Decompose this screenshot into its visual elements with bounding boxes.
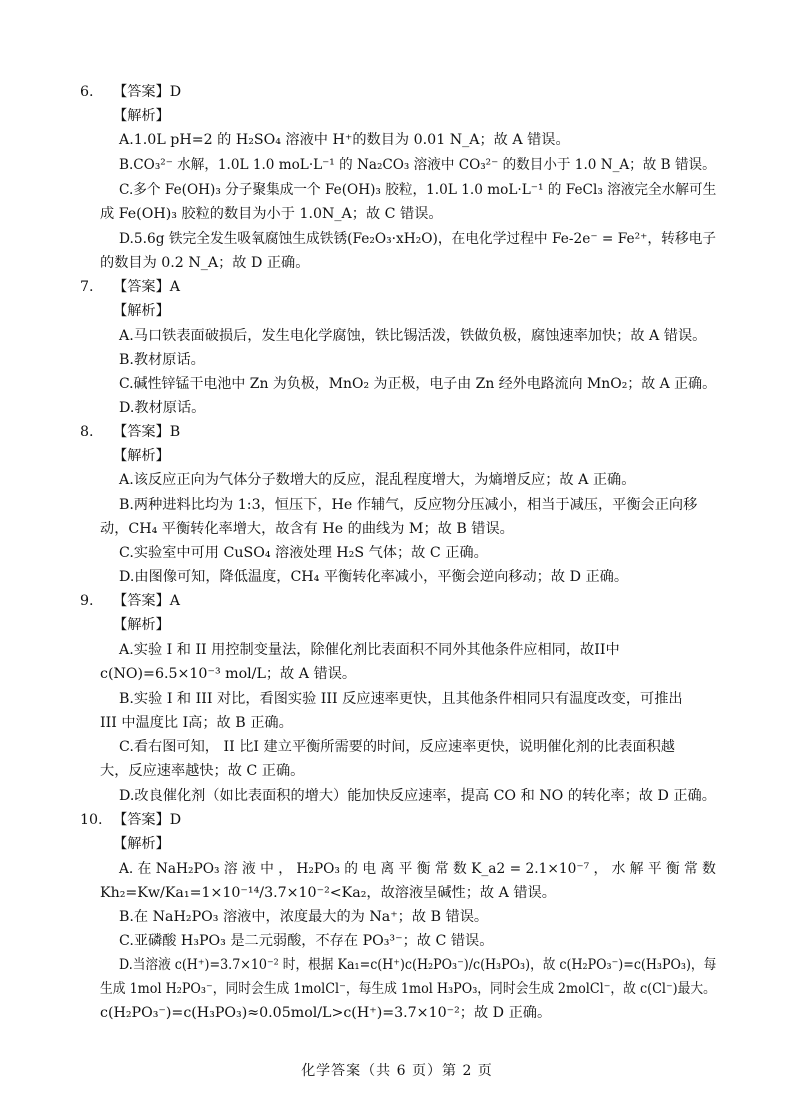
q10-option-a-cont: Kh₂=Kw/Ka₁=1×10⁻¹⁴/3.7×10⁻²<Ka₂，故溶液呈碱性；故 A 错误。 (100, 885, 556, 901)
question-number: 7. (80, 279, 94, 295)
q6-option-c: C.多个 Fe(OH)₃ 分子聚集成一个 Fe(OH)₃ 胶粒，1.0L 1.0 moL·L⁻¹ 的 FeCl₃ 溶液完全水解可生 (119, 182, 717, 198)
analysis-label: 【解析】 (113, 108, 170, 124)
q7-option-a: A.马口铁表面破损后，发生电化学腐蚀，铁比锡活泼，铁做负极，腐蚀速率加快；故 A 错误。 (119, 328, 707, 344)
question-number: 10. (80, 812, 103, 828)
answer-label: 【答案】D (113, 84, 182, 100)
q10-option-b: B.在 NaH₂PO₃ 溶液中，浓度最大的为 Na⁺；故 B 错误。 (119, 909, 489, 925)
q7-option-b: B.教材原话。 (119, 352, 205, 368)
answer-label: 【答案】A (113, 279, 180, 295)
page-footer: 化学答案（共 6 页）第 2 页 (301, 1063, 493, 1079)
question-number: 8. (80, 424, 94, 440)
q9-option-c: C.看右图可知， II 比I 建立平衡所需要的时间，反应速率更快，说明催化剂的比表面积越 (119, 739, 675, 755)
q10-option-d-cont: 生成 1mol H₂PO₃⁻，同时会生成 1molCl⁻，每生成 1mol H₃PO₃，同时会生成 2molCl⁻，故 c(Cl⁻)最大。 (100, 981, 716, 997)
q8-option-a: A.该反应正向为气体分子数增大的反应，混乱程度增大，为熵增反应；故 A 正确。 (119, 472, 636, 488)
q9-option-a-cont: c(NO)=6.5×10⁻³ mol/L；故 A 错误。 (100, 666, 357, 682)
q6-option-c-cont: 成 Fe(OH)₃ 胶粒的数目为小于 1.0N_A；故 C 错误。 (100, 206, 443, 222)
analysis-label: 【解析】 (113, 836, 170, 852)
q8-option-d: D.由图像可知，降低温度，CH₄ 平衡转化率减小，平衡会逆向移动；故 D 正确。 (119, 569, 629, 585)
analysis-label: 【解析】 (113, 448, 170, 464)
q10-option-c: C.亚磷酸 H₃PO₃ 是二元弱酸，不存在 PO₃³⁻；故 C 错误。 (119, 933, 494, 949)
analysis-label: 【解析】 (113, 303, 170, 319)
question-number: 9. (80, 593, 94, 609)
q9-option-c-cont: 大，反应速率越快；故 C 正确。 (100, 763, 305, 779)
q6-option-d-cont: 的数目为 0.2 N_A；故 D 正确。 (100, 255, 310, 271)
analysis-label: 【解析】 (113, 617, 170, 633)
q8-option-c: C.实验室中可用 CuSO₄ 溶液处理 H₂S 气体；故 C 正确。 (119, 545, 488, 561)
q6-option-a: A.1.0L pH=2 的 H₂SO₄ 溶液中 H⁺的数目为 0.01 N_A；故 A 错误。 (119, 132, 570, 148)
q9-option-b: B.实验 I 和 III 对比，看图实验 III 反应速率更快，且其他条件相同只有温度改变，可推出 (119, 691, 683, 707)
q7-option-c: C.碱性锌锰干电池中 Zn 为负极，MnO₂ 为正极，电子由 Zn 经外电路流向 MnO₂；故 A 正确。 (119, 376, 717, 392)
q10-option-d-cont2: c(H₂PO₃⁻)=c(H₃PO₃)≈0.05mol/L>c(H⁺)=3.7×10⁻²；故 D 正确。 (100, 1005, 552, 1021)
q6-option-d: D.5.6g 铁完全发生吸氧腐蚀生成铁锈(Fe₂O₃·xH₂O)，在电化学过程中 Fe-2e⁻ = Fe²⁺，转移电子 (119, 231, 717, 247)
q10-option-a: A. 在 NaH₂PO₃ 溶 液 中 ， H₂PO₃ 的 电 离 平 衡 常 数 K_a2 = 2.1×10⁻⁷ ， 水 解 平 衡 常 数 (119, 861, 716, 877)
q9-option-a: A.实验 I 和 II 用控制变量法，除催化剂比表面积不同外其他条件应相同，故II中 (119, 642, 620, 658)
question-number: 6. (80, 84, 94, 100)
answer-label: 【答案】D (113, 812, 182, 828)
q7-option-d: D.教材原话。 (119, 400, 206, 416)
answer-label: 【答案】B (113, 424, 181, 440)
q9-option-b-cont: III 中温度比 I高；故 B 正确。 (100, 715, 293, 731)
q8-option-b-cont: 动，CH₄ 平衡转化率增大，故含有 He 的曲线为 M；故 B 错误。 (100, 521, 514, 537)
q6-option-b: B.CO₃²⁻ 水解，1.0L 1.0 moL·L⁻¹ 的 Na₂CO₃ 溶液中 CO₃²⁻ 的数目小于 1.0 N_A；故 B 错误。 (119, 157, 716, 173)
answer-label: 【答案】A (113, 593, 180, 609)
q9-option-d: D.改良催化剂（如比表面积的增大）能加快反应速率，提高 CO 和 NO 的转化率；故 D 正确。 (119, 788, 716, 804)
q8-option-b: B.两种进料比均为 1:3，恒压下，He 作辅气，反应物分压减小，相当于减压，平衡会正向移 (119, 497, 698, 513)
q10-option-d: D.当溶液 c(H⁺)=3.7×10⁻² 时，根据 Ka₁=c(H⁺)c(H₂PO₃⁻)/c(H₃PO₃)，故 c(H₂PO₃⁻)=c(H₃PO₃)，每 (119, 957, 717, 973)
